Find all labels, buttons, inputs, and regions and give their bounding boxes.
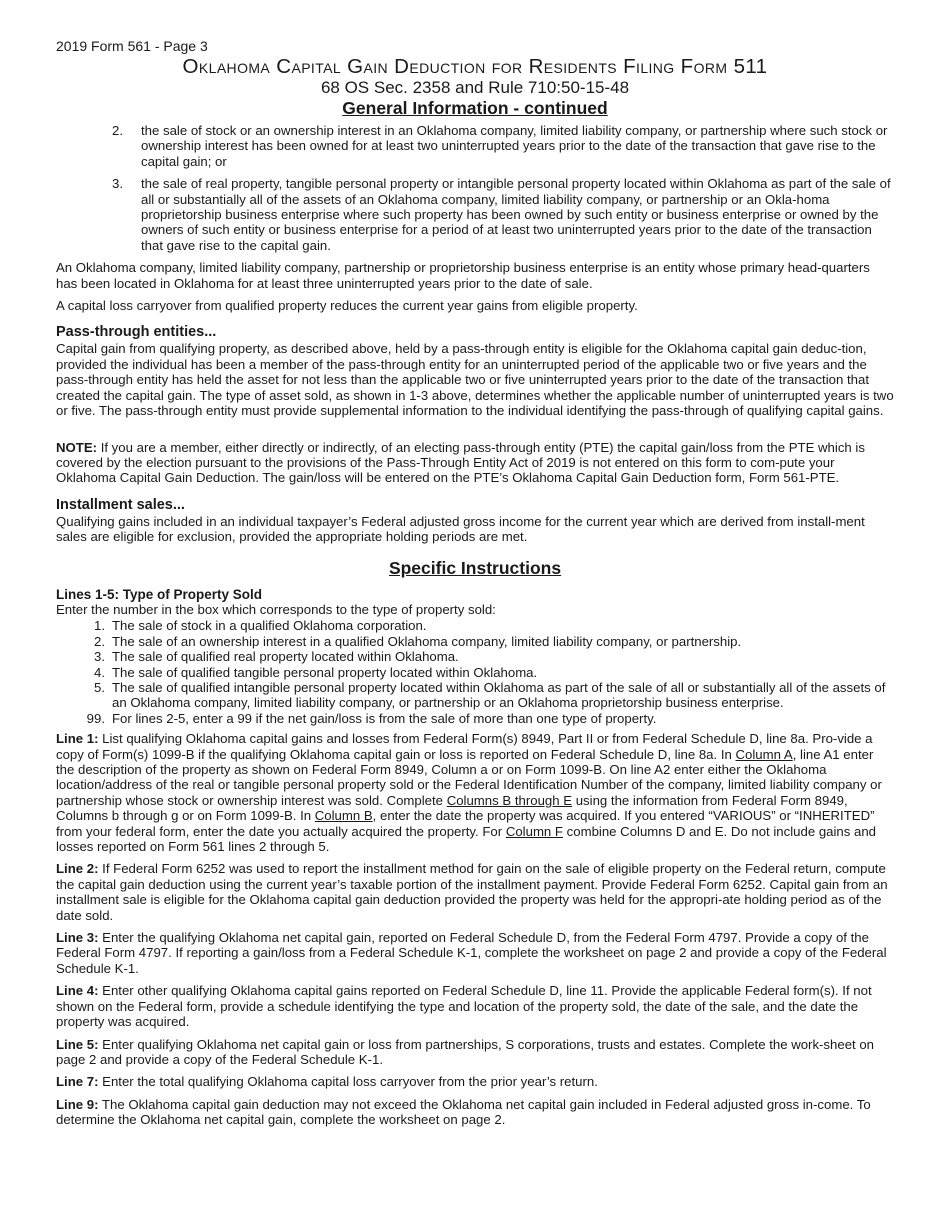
line-1-instructions [56, 731, 894, 854]
line-text: Enter other qualifying Oklahoma capital gains reported on Federal Schedule D, line 11. Provide the applicable Federal form(s). If not shown on the Federal form, provide a schedule identifying the type and location of the property sold, the date of the sale, and the date the property was acquired. [56, 983, 872, 1030]
line-5-instructions [56, 1037, 894, 1068]
list-item-number: 2. [94, 633, 105, 649]
property-type-list [56, 618, 894, 726]
line-text: Enter the total qualifying Oklahoma capital loss carryover from the prior year’s return. [98, 1074, 598, 1090]
section-heading-general: General Information - continued [342, 98, 608, 118]
line-label: Line 5: [56, 1036, 99, 1052]
list-item-text: For lines 2-5, enter a 99 if the net gain/loss is from the sale of more than one type of property. [112, 710, 657, 726]
pass-through-heading: Pass-through entities... [56, 324, 217, 341]
list-item-text: the sale of real property, tangible personal property or intangible personal property located within Oklahoma as part of the sale of all or substantially all of the assets of an Oklahoma company, limited liability company, or partnership or an Okla-homa proprietorship business enterprise where such property has been owned by such entity or business enterprise or owned by the owners of such entity or business enterprise for a period of at least two uninterrupted years prior to the date of the transaction that gave rise to the capital gain. [141, 176, 891, 253]
list-item-text: The sale of qualified tangible personal property located within Oklahoma. [112, 664, 538, 680]
line-label: Line 7: [56, 1074, 99, 1090]
list-item-number: 4. [94, 664, 105, 680]
lines-1-5-heading: Lines 1-5: Type of Property Sold [56, 586, 263, 602]
line-3-instructions [56, 930, 894, 976]
line-label: Line 4: [56, 983, 99, 999]
loss-carryover-paragraph: A capital loss carryover from qualified property reduces the current year gains from eligible property. [56, 298, 638, 314]
list-item [56, 680, 894, 711]
line-4-instructions [56, 983, 894, 1029]
page-label: 2019 Form 561 - Page 3 [56, 38, 208, 54]
lines-intro: Enter the number in the box which corresponds to the type of property sold: [56, 601, 496, 617]
page-subtitle: 68 OS Sec. 2358 and Rule 710:50-15-48 [320, 78, 630, 97]
line-2-instructions [56, 861, 894, 923]
line-label: Line 2: [56, 861, 99, 877]
pass-through-paragraph: Capital gain from qualifying property, as described above, held by a pass-through entity is eligible for the Oklahoma capital gain deduc-tion, provided the individual has been a member of the pass-through entity for an uninterrupted period of the applicable two or five years and the pass-through entity has held the asset for not less than the applicable two or five uninterrupted years prior to the date of the transaction that created the capital gain. The type of asset sold, as shown in 1-3 above, determines whether the applicable number of uninterrupted years is two or five. The pass-through entity must provide supplemental information to the individual identifying the pass-through of qualifying capital gains. [56, 341, 894, 419]
line-text: , line A1 enter the description of the property as shown on Federal Form 8949, Column a or on Form 1099-B. On line A2 enter either the Oklahoma location/address of the real or tangible personal property sold or the Federal Identification Number of the company, limited liability company or partnership whose stock or ownership interest was sold. Complete [56, 746, 882, 808]
spacer [56, 426, 894, 440]
line-label: Line 9: [56, 1096, 99, 1112]
list-item-text: The sale of an ownership interest in a qualified Oklahoma company, limited liability company, or partnership. [112, 633, 742, 649]
line-text: If Federal Form 6252 was used to report the installment method for gain on the sale of eligible property on the Federal return, compute the capital gain deduction using the current year’s taxable portion of the installment payment. Provide Federal Form 6252. Capital gain from an installment sale is eligible for the Oklahoma capital gain deduction provided the property was held for the appropri-ate holding period as of the date sold. [56, 861, 888, 923]
list-item-number: 1. [94, 618, 105, 634]
list-item-text: The sale of qualified real property located within Oklahoma. [112, 649, 459, 665]
list-item-number: 2. [112, 123, 123, 138]
line-label: Line 1: [56, 731, 99, 747]
list-item [56, 649, 894, 664]
list-item [56, 711, 894, 726]
note-label: NOTE: [56, 439, 98, 455]
line-7-instructions [56, 1074, 894, 1089]
line-text: combine Columns D and E. Do not include gains and losses reported on Form 561 lines 2 through 5. [56, 823, 877, 855]
entity-definition-paragraph: An Oklahoma company, limited liability company, partnership or proprietorship business enterprise is an entity whose primary head-quarters has been located in Oklahoma for at least three uninterrupted years prior to the date of sale. [56, 260, 870, 291]
line-text: List qualifying Oklahoma capital gains and losses from Federal Form(s) 8949, Part II or from Federal Schedule D, line 8a. Pro-vide a copy of Form(s) 1099-B if the qualifying Oklahoma capital gain or loss is reported on Federal Schedule D, line 8a. In [56, 731, 873, 762]
column-f-ref: Column F [505, 823, 563, 839]
columns-b-e-ref: Columns B through E [446, 792, 573, 808]
section-heading-specific: Specific Instructions [388, 557, 562, 578]
column-a-ref: Column A [735, 746, 793, 762]
list-item [56, 665, 894, 680]
list-item-number: 5. [94, 679, 105, 695]
list-item-number: 3. [94, 649, 105, 665]
list-item-text: The sale of qualified intangible personal property located within Oklahoma as part of the sale of all or substantially all of the assets of an Oklahoma company, limited liability company, or partnership or an Oklahoma proprietorship business enterprise. [112, 679, 886, 711]
line-text: Enter qualifying Oklahoma net capital gain or loss from partnerships, S corporations, trusts and estates. Complete the work-sheet on page 2 and provide a copy of the Federal Schedule K-1. [56, 1036, 875, 1067]
installment-paragraph: Qualifying gains included in an individual taxpayer’s Federal adjusted gross income for the current year which are derived from install-ment sales are eligible for exclusion, provided the appropriate holding periods are met. [56, 513, 865, 545]
note-text: If you are a member, either directly or indirectly, of an electing pass-through entity (PTE) the capital gain/loss from the PTE which is covered by the election pursuant to the provisions of the Pass-Through Entity Act of 2019 is not entered on this form to com-pute your Oklahoma Capital Gain Deduction. The gain/loss will be entered on the PTE’s Oklahoma Capital Gain Deduction form, Form 561-PTE. [56, 439, 865, 486]
line-text: using the information from Federal Form 8949, Columns b through g or on Form 1099-B. In [56, 792, 848, 824]
installment-heading: Installment sales... [56, 496, 185, 513]
list-item-text: The sale of stock in a qualified Oklahoma corporation. [112, 618, 427, 634]
line-label: Line 3: [56, 930, 99, 946]
line-9-instructions [56, 1097, 894, 1128]
list-item [56, 123, 894, 169]
criteria-list [56, 123, 894, 253]
list-item [56, 176, 894, 253]
line-text: , enter the date the property was acquired. If you entered “VARIOUS” or “INHERITED” from your federal form, enter the date you actually acquired the property. For [56, 808, 875, 839]
line-text: The Oklahoma capital gain deduction may not exceed the Oklahoma net capital gain included in Federal adjusted gross in-come. To determine the Oklahoma net capital gain, complete the worksheet on page 2. [56, 1096, 871, 1128]
line-text: Enter the qualifying Oklahoma net capital gain, reported on Federal Schedule D, from the Federal Form 4797. Provide a copy of the Federal Form 4797. If reporting a gain/loss from a Federal Schedule K-1, complete the worksheet on page 2 and provide a copy of the Federal Schedule K-1. [56, 930, 887, 976]
column-b-ref: Column B [314, 808, 373, 824]
list-item [56, 618, 894, 633]
list-item-number: 3. [112, 176, 123, 192]
list-item [56, 634, 894, 649]
list-item-number: 99. [86, 710, 105, 726]
note-paragraph [56, 440, 894, 486]
page-title: Oklahoma Capital Gain Deduction for Residents Filing Form 511 [182, 55, 768, 78]
list-item-text: the sale of stock or an ownership interest in an Oklahoma company, limited liability company, or partnership where such stock or ownership interest has been owned for at least two uninterrupted years prior to the date of the transaction that gave rise to the capital gain; or [141, 123, 888, 169]
